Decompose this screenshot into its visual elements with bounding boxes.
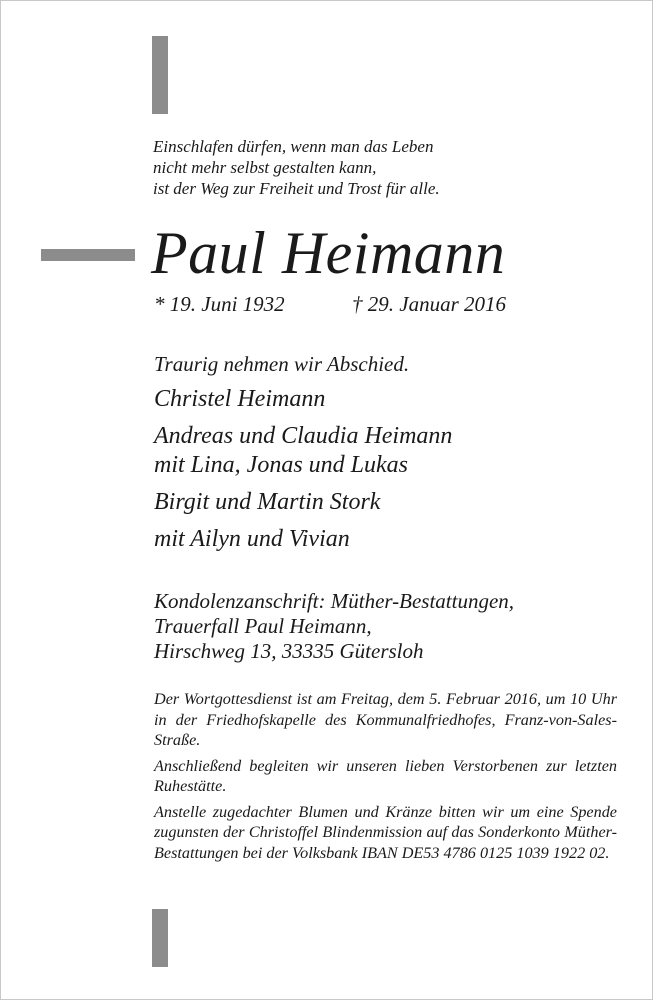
donation-paragraph: Anstelle zugedachter Blumen und Kränze bitten wir um eine Spende zugunsten der Christoffel Blindenmission auf das Sonderkonto Müther-Bestattungen bei der Volksbank IBAN DE53 4786 0125 1039 1922 02. bbox=[154, 802, 617, 862]
mourners-intro: Traurig nehmen wir Abschied. bbox=[154, 352, 410, 376]
cross-horizontal-left bbox=[41, 249, 135, 261]
mourner-line: mit Ailyn und Vivian bbox=[154, 526, 350, 552]
address-line: Hirschweg 13, 33335 Gütersloh bbox=[154, 639, 424, 663]
service-notes bbox=[154, 689, 617, 868]
mourners bbox=[154, 351, 452, 554]
mourner-line: Andreas und Claudia Heimann bbox=[154, 423, 453, 449]
burial-paragraph: Anschließend begleiten wir unseren lieben Verstorbenen zur letzten Ruhestätte. bbox=[154, 756, 617, 795]
motto bbox=[153, 136, 440, 199]
birth-date: * 19. Juni 1932 bbox=[154, 292, 285, 316]
condolence-address bbox=[154, 589, 514, 664]
motto-line: Einschlafen dürfen, wenn man das Leben bbox=[153, 137, 434, 156]
mourner-line: Christel Heimann bbox=[154, 386, 326, 412]
cross-vertical-top bbox=[152, 36, 168, 114]
cross-vertical-bottom bbox=[152, 909, 168, 967]
mourner-line: mit Lina, Jonas und Lukas bbox=[154, 452, 409, 478]
address-line: Trauerfall Paul Heimann, bbox=[154, 614, 372, 638]
death-date: † 29. Januar 2016 bbox=[352, 292, 506, 316]
mourner-line: Birgit und Martin Stork bbox=[154, 489, 381, 515]
service-paragraph: Der Wortgottesdienst ist am Freitag, dem 5. Februar 2016, um 10 Uhr in der Friedhofskapelle des Kommunalfriedhofes, Franz-von-Sales-Straße. bbox=[154, 690, 617, 749]
address-line: Kondolenzanschrift: Müther-Bestattungen, bbox=[154, 589, 515, 613]
deceased-name: Paul Heimann bbox=[151, 220, 506, 286]
life-dates bbox=[154, 291, 506, 317]
motto-line: nicht mehr selbst gestalten kann, bbox=[153, 158, 377, 177]
motto-line: ist der Weg zur Freiheit und Trost für alle. bbox=[153, 179, 440, 198]
